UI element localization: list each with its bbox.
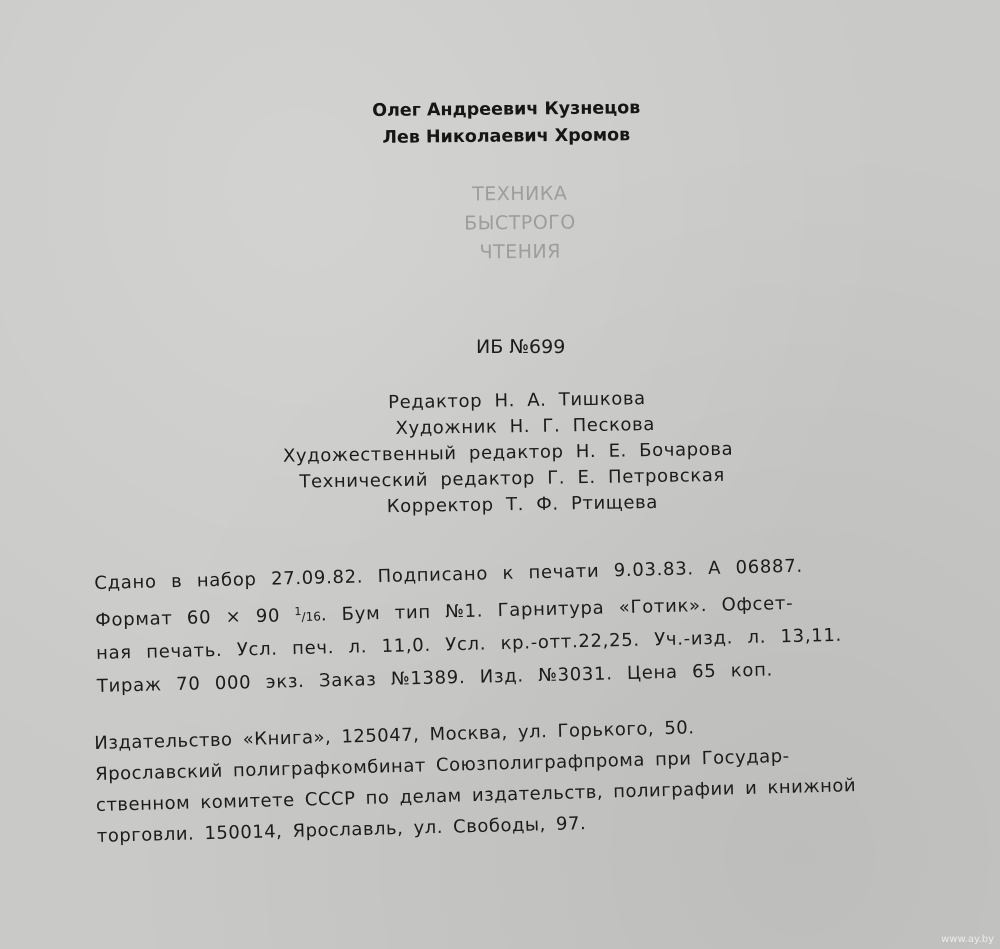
publisher-line: Ярославский полиграфкомбинат Союзполиграфпрома при Государ- (94, 745, 790, 785)
credit-art-editor: Художественный редактор Н. Е. Бочарова (282, 438, 734, 467)
format-fraction-denominator: /16 (301, 608, 322, 624)
credit-editor: Редактор Н. А. Тишкова (388, 388, 646, 414)
credits-block (270, 383, 832, 522)
title-line: ЧТЕНИЯ (479, 240, 562, 264)
publisher-line: Издательство «Книга», 125047, Москва, ул. Горького, 50. (94, 717, 695, 754)
title-line: ТЕХНИКА (472, 182, 568, 206)
credit-artist: Художник Н. Г. Пескова (395, 413, 656, 440)
print-data-line: Тираж 70 000 экз. Заказ №1389. Изд. №3031. Цена 65 коп. (96, 658, 774, 697)
credit-technical-editor: Технический редактор Г. Е. Петровская (299, 464, 726, 493)
ib-number: ИБ №699 (476, 336, 566, 358)
print-data-line: ная печать. Усл. печ. л. 11,0. Усл. кр.-отт.22,25. Уч.-изд. л. 13,11. (95, 624, 843, 664)
publisher-line: торговли. 150014, Ярославль, ул. Свободы, 97. (96, 813, 587, 847)
author-name: Лев Николаевич Хромов (382, 125, 631, 148)
site-watermark: www.ay.by (941, 934, 994, 945)
book-title-stamp (440, 179, 601, 267)
author-name: Олег Андреевич Кузнецов (372, 98, 641, 121)
format-text: Формат 60 × 90 (95, 604, 295, 631)
credit-proofreader: Корректор Т. Ф. Ртищева (386, 491, 659, 518)
format-details: . Бум тип №1. Гарнитура «Готик». Офсет- (320, 592, 794, 625)
print-data-line: Сдано в набор 27.09.82. Подписано к печати 9.03.83. А 06887. (94, 555, 804, 594)
print-data-block (94, 547, 957, 703)
authors-block (372, 95, 673, 152)
title-line: БЫСТРОГО (464, 211, 576, 235)
publisher-line: ственном комитете СССР по делам издательств, полиграфии и книжной (95, 775, 857, 816)
format-fraction-numerator: 1 (294, 604, 302, 618)
publisher-block (94, 705, 957, 851)
